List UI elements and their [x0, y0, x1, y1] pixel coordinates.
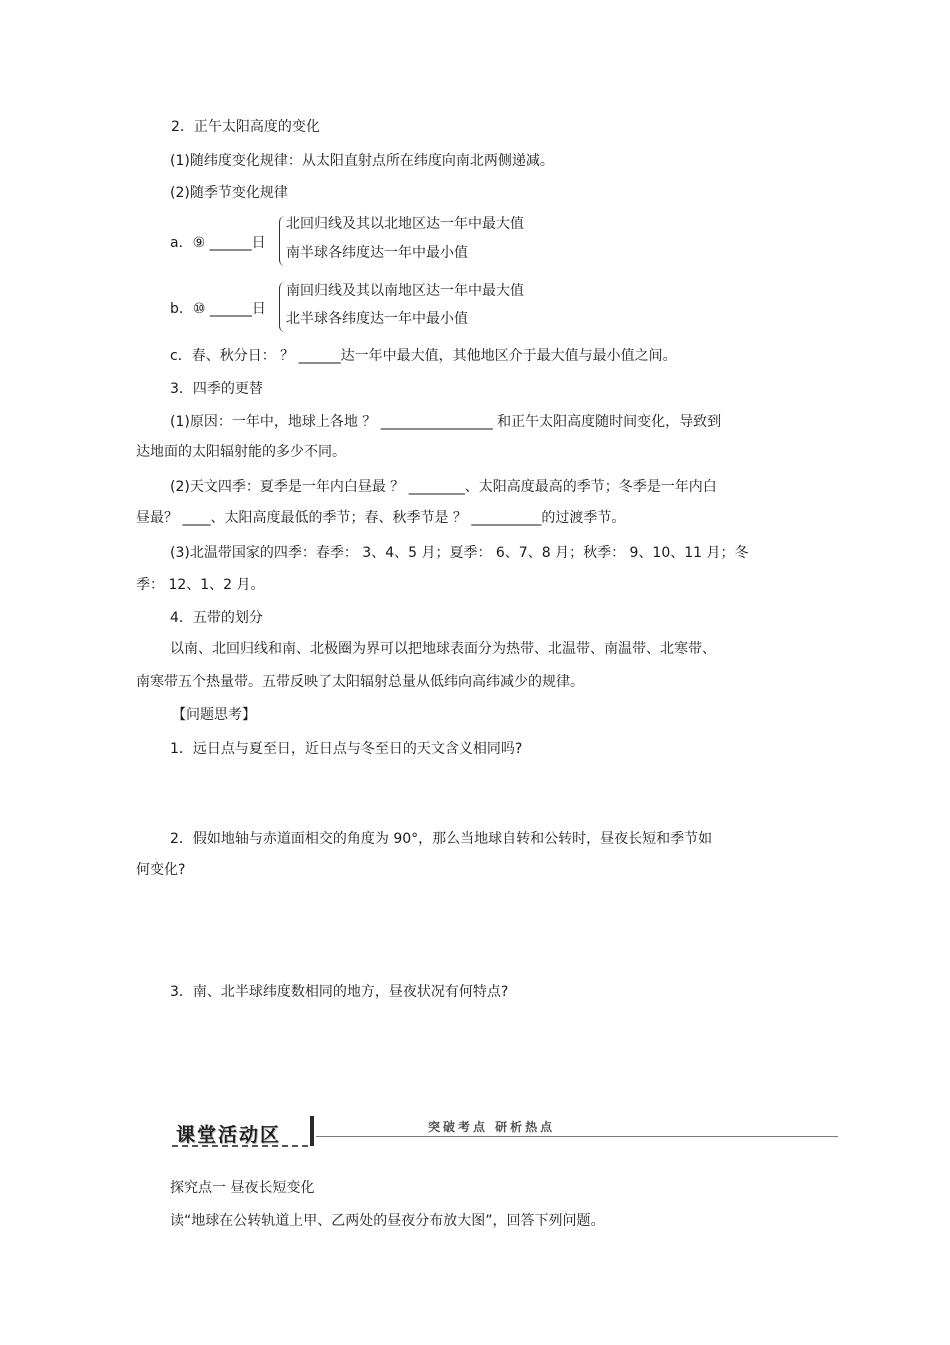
section-4-heading: 4．五带的划分 — [170, 610, 263, 626]
item-b-line-1: 南回归线及其以南地区达一年中最大值 — [286, 283, 524, 299]
season-cause-line-2: 达地面的太阳辐射能的多少不同。 — [136, 444, 346, 460]
banner-rule — [316, 1136, 838, 1137]
item-a-label: a．⑨ ______日 — [170, 235, 266, 251]
astronomical-seasons-line-1: (2)天文四季：夏季是一年内白昼最 ？ ________、太阳高度最高的季节；冬季是一年内白 — [170, 479, 717, 495]
section-2-heading: 2．正午太阳高度的变化 — [171, 119, 320, 135]
banner-title: 课堂活动区 — [176, 1124, 282, 1146]
latitude-rule-text: (1)随纬度变化规律：从太阳直射点所在纬度向南北两侧递减。 — [170, 153, 554, 169]
section-3-heading: 3．四季的更替 — [170, 381, 263, 397]
item-c-text: c．春、秋分日： ？ ______达一年中最大值，其他地区介于最大值与最小值之间。 — [170, 348, 677, 364]
item-a-line-1: 北回归线及其以北地区达一年中最大值 — [286, 216, 524, 232]
question-3: 3．南、北半球纬度数相同的地方，昼夜状况有何特点? — [170, 984, 509, 1000]
question-1: 1．远日点与夏至日，近日点与冬至日的天文含义相同吗? — [170, 741, 523, 757]
banner-title-underline — [172, 1145, 308, 1147]
temperate-seasons-line-2: 季： 12、1、2 月。 — [136, 577, 265, 593]
five-zones-line-2: 南寒带五个热量带。五带反映了太阳辐射总量从低纬向高纬减少的规律。 — [136, 674, 584, 690]
five-zones-line-1: 以南、北回归线和南、北极圈为界可以把地球表面分为热带、北温带、南温带、北寒带、 — [170, 641, 716, 657]
question-2-line-2: 何变化? — [136, 862, 186, 878]
season-rule-heading: (2)随季节变化规律 — [170, 185, 288, 201]
banner-subtitle: 突破考点 研析热点 — [428, 1120, 556, 1134]
questions-heading: 【问题思考】 — [172, 707, 256, 723]
item-a-line-2: 南半球各纬度达一年中最小值 — [286, 245, 468, 261]
temperate-seasons-line-1: (3)北温带国家的四季：春季： 3、4、5 月；夏季： 6、7、8 月；秋季： 9、10、11 月；冬 — [170, 545, 749, 561]
question-2-line-1: 2．假如地轴与赤道面相交的角度为 90°，那么当地球自转和公转时，昼夜长短和季节如 — [170, 831, 713, 847]
item-b-label: b．⑩ ______日 — [170, 301, 266, 317]
explore-instruction: 读“地球在公转轨道上甲、乙两处的昼夜分布放大图”，回答下列问题。 — [170, 1213, 605, 1229]
item-b-line-2: 北半球各纬度达一年中最小值 — [286, 311, 468, 327]
explore-point-title: 探究点一 昼夜长短变化 — [170, 1180, 315, 1196]
astronomical-seasons-line-2: 昼最？ ____、太阳高度最低的季节；春、秋季节是 ？ __________的过渡季节。 — [136, 510, 626, 526]
classroom-activity-banner — [170, 1112, 840, 1148]
season-cause-line-1: (1)原因：一年中，地球上各地 ？ ________________ 和正午太阳高度随时间变化，导致到 — [170, 414, 722, 430]
banner-divider-bar — [310, 1116, 314, 1146]
